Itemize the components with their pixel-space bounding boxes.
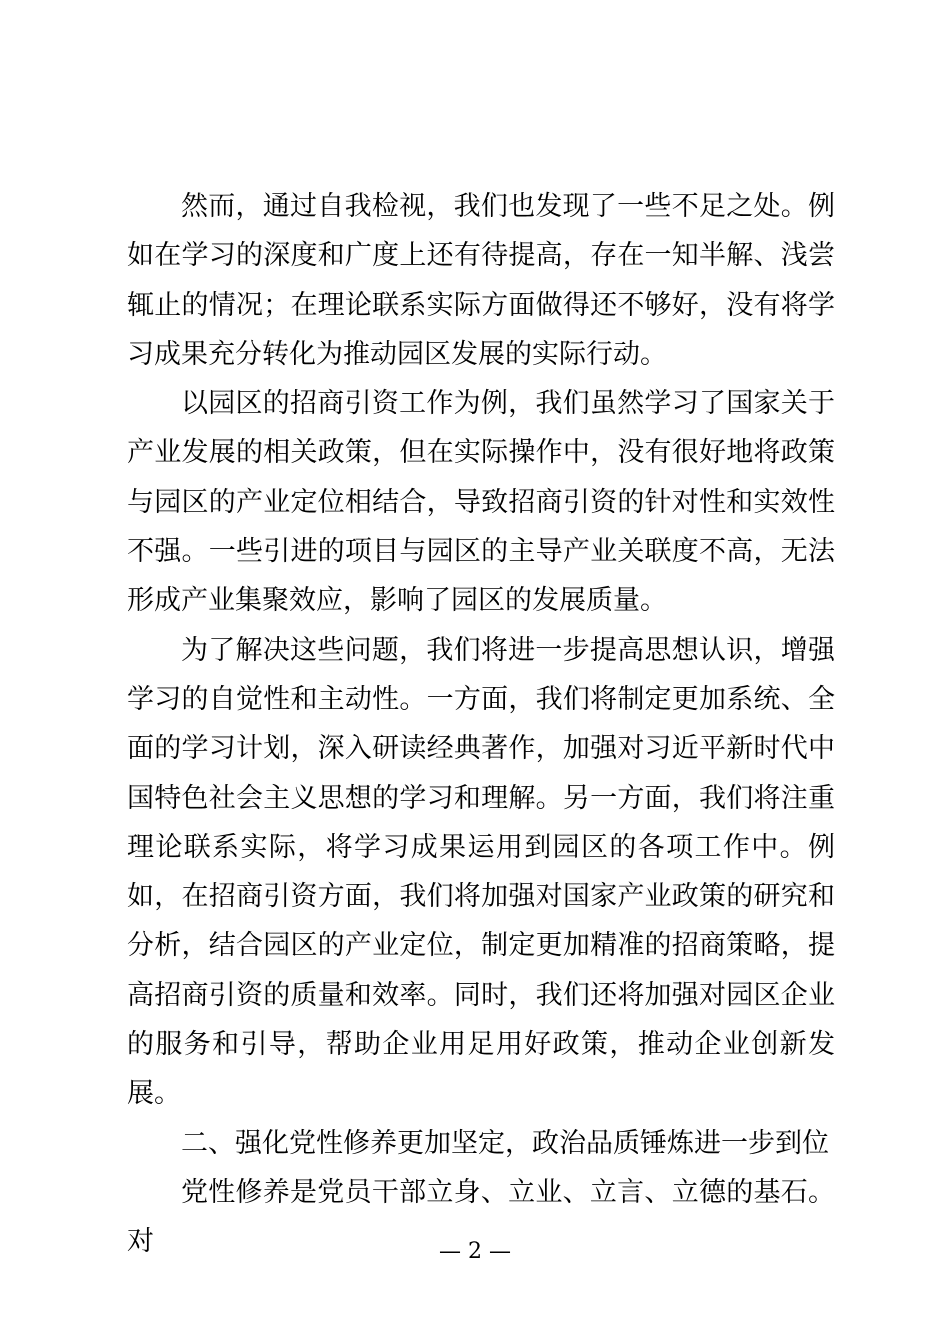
page-number: — 2 — xyxy=(439,1239,511,1264)
paragraph-solutions: 为了解决这些问题，我们将进一步提高思想认识，增强学习的自觉性和主动性。一方面，我们将制定更加系统、全面的学习计划，深入研读经典著作，加强对习近平新时代中国特色社会主义思想的学习和理解。另一方面，我们将注重理论联系实际，将学习成果运用到园区的各项工作中。例如，在招商引资方面，我们将加强对国家产业政策的研究和分析，结合园区的产业定位，制定更加精准的招商策略，提高招商引资的质量和效率。同时，我们还将加强对园区企业的服务和引导，帮助企业用足用好政策，推动企业创新发展。 xyxy=(127,634,835,1110)
section-heading: 二、强化党性修养更加坚定，政治品质锤炼进一步到位 xyxy=(181,1127,829,1159)
document-body xyxy=(127,182,835,1267)
paragraph-investment-example: 以园区的招商引资工作为例，我们虽然学习了国家关于产业发展的相关政策，但在实际操作中，没有很好地将政策与园区的产业定位相结合，导致招商引资的针对性和实效性不强。一些引进的项目与园区的主导产业关联度不高，无法形成产业集聚效应，影响了园区的发展质量。 xyxy=(127,388,835,617)
paragraph-shortcomings: 然而，通过自我检视，我们也发现了一些不足之处。例如在学习的深度和广度上还有待提高，存在一知半解、浅尝辄止的情况；在理论联系实际方面做得还不够好，没有将学习成果充分转化为推动园区发展的实际行动。 xyxy=(127,191,835,370)
paragraph-party-spirit: 党性修养是党员干部立身、立业、立言、立德的基石。对 xyxy=(127,1176,835,1258)
